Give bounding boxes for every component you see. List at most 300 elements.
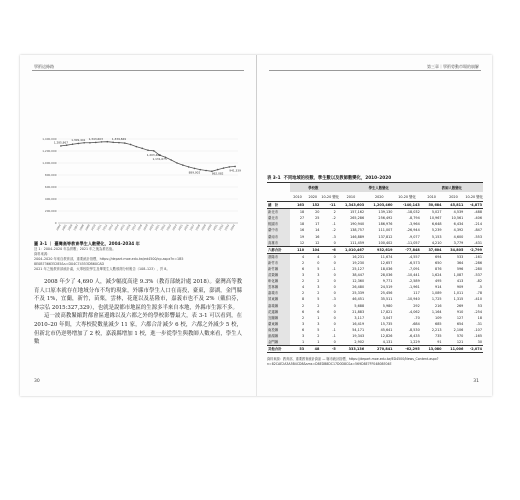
header-rule — [269, 70, 481, 71]
data-point — [118, 142, 120, 144]
table-cell: 4 — [290, 253, 305, 260]
table-cell: 0 — [333, 279, 336, 284]
table-cell: 12,657 — [380, 260, 393, 265]
table-cell: -11,057 — [406, 240, 420, 245]
region-name-cell: 高雄市 — [267, 240, 290, 247]
data-point — [112, 142, 114, 144]
table-cell: 5,027 — [421, 209, 443, 216]
table-cell: 45,641 — [380, 327, 393, 332]
table-cell: 914 — [435, 285, 442, 290]
table-cell: 570 — [456, 334, 464, 339]
table-cell: 18 — [299, 222, 305, 227]
table-cell: 16 — [299, 228, 305, 233]
table-cell: -7,091 — [408, 266, 420, 271]
table-cell: 15,735 — [380, 321, 393, 326]
student-count-line-chart — [32, 133, 244, 239]
table-row — [267, 339, 483, 346]
x-tick-label: 2025 — [177, 224, 184, 232]
data-point — [101, 141, 103, 143]
table-cell: -161 — [464, 253, 483, 260]
y-tick-label: 200,000 — [44, 209, 57, 213]
x-tick-label: 2027 — [189, 224, 196, 232]
table-cell: 1,725 — [431, 297, 442, 302]
table-cell: 265,286 — [350, 216, 365, 221]
y-tick-label: 400,000 — [44, 197, 57, 201]
table-cell: -70 — [414, 315, 420, 320]
table-cell: 694 — [421, 253, 443, 260]
data-point — [95, 142, 97, 144]
table-row — [267, 253, 483, 260]
x-tick-label: 2004 — [55, 224, 62, 232]
x-tick-label: 2017 — [131, 224, 138, 232]
table-cell: 18 — [290, 209, 305, 216]
table-cell: 0 — [333, 240, 336, 245]
figure-caption: 圖 3-1 ｜ 臺灣高等教育學生人數變化，2004–2034 年 — [34, 241, 140, 246]
region-name-cell: 臺東縣 — [267, 321, 290, 327]
data-label: 1,309,441 — [71, 137, 86, 142]
x-tick-label: 2019 — [142, 224, 149, 232]
column-header: 2020 — [305, 192, 320, 202]
table-cell: 1,624 — [431, 273, 442, 278]
table-cell: -6,573 — [408, 260, 420, 265]
page-number-left: 30 — [34, 379, 40, 384]
x-tick-label: 2015 — [119, 224, 126, 232]
body-text — [34, 278, 242, 347]
table-cell: 3 — [317, 273, 320, 278]
table-cell: 269 — [456, 303, 464, 308]
table-cell: 21,883 — [352, 309, 365, 314]
table-cell: 2 — [301, 291, 305, 296]
x-tick-label: 2018 — [137, 224, 144, 232]
table-cell: 6,648 — [431, 222, 442, 227]
table-cell: 3 — [317, 285, 320, 290]
table-cell: 1,164 — [431, 309, 442, 314]
table-cell: 25,339 — [352, 291, 365, 296]
x-tick-label: 2020 — [148, 224, 155, 232]
region-name-cell: 屏東縣 — [267, 296, 290, 302]
table-cell: 6 — [301, 309, 305, 314]
table-cell: 19,230 — [352, 260, 365, 265]
table-cell: -1,961 — [408, 285, 420, 290]
table-cell: 104 — [305, 246, 320, 253]
table-cell: 48 — [305, 346, 320, 353]
x-tick-label: 2006 — [67, 224, 74, 232]
table-cell: -31 — [476, 321, 482, 326]
x-tick-label: 2008 — [79, 224, 85, 232]
x-tick-label: 2033 — [224, 224, 231, 232]
region-name-cell: 澎湖縣 — [267, 333, 290, 339]
table-cell: -4,557 — [393, 253, 420, 260]
table-cell: 1,087 — [453, 273, 464, 278]
table-cell: -3,964 — [408, 222, 420, 227]
table-cell: 37,604 — [421, 246, 443, 253]
book-spread — [20, 55, 492, 396]
table-cell: 0 — [333, 303, 336, 308]
region-name-cell: 總 計 — [268, 203, 279, 208]
x-tick-label: 2031 — [212, 224, 219, 232]
table-cell: 650 — [435, 260, 442, 265]
table-cell: 25,456 — [380, 291, 393, 296]
table-cell: -410 — [474, 297, 482, 302]
table-cell: -78 — [476, 291, 482, 296]
data-point — [153, 150, 155, 152]
table-cell: -5 — [478, 285, 482, 290]
table-cell: 6 — [317, 309, 320, 314]
x-tick-label: 2012 — [102, 224, 109, 232]
table-cell: 138,757 — [350, 228, 365, 233]
table-cell: -11 — [329, 203, 336, 208]
region-name-cell: 其他合計 — [267, 346, 290, 353]
table-cell: 2,213 — [431, 327, 442, 332]
table-cell: -1 — [332, 334, 336, 339]
regional-stats-table — [267, 182, 483, 353]
table-cell: 0 — [320, 253, 336, 260]
region-name-cell: 臺南市 — [267, 233, 290, 239]
table-cell: 5,980 — [382, 303, 393, 308]
region-name-cell: 南投縣 — [267, 327, 290, 333]
table-cell: 6,434 — [453, 222, 464, 227]
table-cell: 19 — [299, 234, 305, 239]
table-cell: 1 — [301, 340, 305, 345]
table-cell: 2 — [317, 279, 320, 284]
table-cell: 28,036 — [380, 273, 393, 278]
table-cell: 4,600 — [453, 234, 464, 239]
x-tick-label: 2028 — [195, 224, 202, 232]
table-row — [267, 246, 483, 253]
table-cell: -280 — [474, 266, 482, 271]
table-cell: 18,036 — [380, 266, 393, 271]
table-cell: -2 — [332, 228, 336, 233]
column-header: 2020 — [443, 192, 465, 202]
table-cell: -847 — [474, 228, 482, 233]
table-cell: -5 — [320, 346, 336, 353]
table-cell: 109 — [435, 315, 442, 320]
region-name-cell: 嘉義縣 — [267, 303, 290, 309]
x-tick-label: 2022 — [160, 224, 167, 232]
table-row — [267, 346, 483, 353]
table-cell: 333,136 — [337, 346, 365, 353]
table-cell: 2 — [317, 303, 320, 308]
table-cell: 654 — [456, 321, 464, 326]
table-cell: 4 — [305, 253, 320, 260]
region-name-cell: 新竹市 — [267, 260, 290, 266]
table-cell: 1,203,460 — [373, 203, 393, 208]
y-tick-label: 1,000,000 — [42, 161, 57, 165]
table-cell: -214 — [474, 222, 482, 227]
table-cell: -77,848 — [393, 246, 420, 253]
table-cell: -140,143 — [402, 203, 420, 208]
y-tick-label: 0 — [54, 221, 57, 225]
table-cell: -82 — [476, 279, 482, 284]
y-tick-label: 1,200,000 — [42, 149, 57, 153]
table-cell: -4,873 — [469, 203, 482, 208]
x-tick-label: 2030 — [206, 224, 213, 232]
table-cell: -2,074 — [464, 346, 483, 353]
table-cell: 2 — [317, 291, 320, 296]
table-cell: 4,131 — [382, 340, 393, 345]
x-tick-label: 2011 — [96, 224, 103, 232]
table-cell: 16 — [315, 234, 320, 239]
table-cell: 25 — [315, 216, 320, 221]
x-tick-label: 2014 — [113, 224, 120, 232]
table-cell: -26,944 — [406, 228, 420, 233]
y-tick-label: 1,400,000 — [42, 137, 57, 141]
table-cell: -431 — [474, 240, 482, 245]
left-page — [20, 55, 256, 396]
table-cell: 4,539 — [443, 209, 465, 216]
table-cell: 1,089 — [431, 291, 442, 296]
table-cell: 91 — [437, 340, 442, 345]
data-label: 1,131,075 — [152, 157, 167, 162]
table-cell: 2 — [301, 303, 305, 308]
right-page — [257, 55, 493, 396]
table-cell: 3 — [301, 321, 305, 326]
table-cell: 163 — [297, 203, 305, 208]
table-cell: 4,392 — [453, 228, 464, 233]
x-tick-label: 2021 — [154, 224, 161, 232]
data-point — [194, 168, 196, 170]
table-cell: 111,007 — [378, 228, 393, 233]
table-row — [267, 209, 483, 216]
table-cell: 292 — [413, 303, 420, 308]
table-cell: 495 — [435, 279, 442, 284]
table-cell: 10,967 — [429, 216, 442, 221]
table-cell: 17 — [315, 222, 320, 227]
table-cell: 2 — [301, 260, 305, 265]
data-point — [223, 167, 225, 169]
data-point — [228, 166, 230, 168]
column-header: 2020 — [365, 192, 393, 202]
table-cell: 533 — [443, 253, 465, 260]
table-cell: 909 — [456, 285, 464, 290]
group-header: 學校數 — [290, 183, 337, 193]
table-cell: 111,459 — [350, 240, 365, 245]
region-name-cell: 臺中市 — [267, 227, 290, 233]
data-point — [176, 162, 178, 164]
table-cell: -8,794 — [408, 216, 420, 221]
table-cell: 110 — [290, 246, 305, 253]
x-tick-label: 2034 — [230, 224, 236, 232]
data-point — [234, 166, 236, 168]
table-cell: 18 — [477, 315, 482, 320]
table-cell: 12,826 — [380, 334, 393, 339]
table-cell: 8 — [301, 297, 305, 302]
table-cell: 25,127 — [352, 266, 365, 271]
table-number: 表 3-1 — [267, 176, 281, 181]
table-cell: 2 — [320, 209, 336, 216]
body-paragraph: 2008 年少了 4,690 人，減少幅度高達 9.3%（教育部統計處 2018）。臺灣高等教育人口原本就存在地域分布不均的現象，外縣市學生人口在南投，臺東，澎湖，金門縣不及 1%，宜蘭，新竹，苗栗，雲林，花蓮以及基隆市，嘉義市也不及 2%（戴伯芬，林宗弘 2015:327,329），也就是說都市地區的生源多半來自本地，外縣市生源不多。 — [34, 279, 242, 311]
table-cell: 117 — [413, 291, 420, 296]
table-cell: 1 — [317, 315, 320, 320]
table-cell: 10,561 — [451, 216, 464, 221]
table-cell: 45,811 — [450, 203, 464, 208]
table-cell: 5 — [317, 297, 320, 302]
region-name-cell: 宜蘭縣 — [267, 315, 290, 321]
table-cell: -254 — [474, 309, 482, 314]
table-cell: 0 — [333, 309, 336, 314]
table-cell: -8,530 — [408, 327, 420, 332]
data-point — [83, 142, 85, 144]
figure-note: 資料來源： — [34, 252, 51, 256]
region-name-cell: 六都合計 — [267, 246, 290, 253]
table-cell: 54,171 — [352, 327, 365, 332]
column-header: 2010 — [421, 192, 443, 202]
table-cell: 735 — [435, 334, 442, 339]
y-tick-label: 800,000 — [44, 173, 57, 177]
table-sub-header-row — [267, 192, 483, 202]
group-header: 教師人數變化 — [421, 183, 483, 193]
table-cell: 11,006 — [443, 346, 465, 353]
table-cell: 216 — [435, 303, 442, 308]
data-label: 1,203,460 — [146, 152, 161, 157]
table-cell: 3 — [317, 321, 320, 326]
table-cell: -553 — [474, 234, 482, 239]
table-cell: 26,480 — [352, 285, 365, 290]
table-cell: 0 — [333, 291, 336, 296]
x-tick-label: 2005 — [61, 224, 68, 232]
table-cell: 16,419 — [352, 321, 365, 326]
header-rule — [32, 70, 244, 71]
column-header: 10-20 變化 — [393, 192, 420, 202]
running-head-right: 第三章｜學術勞動市場的崩解 — [427, 64, 479, 69]
table-cell: 413 — [456, 279, 464, 284]
data-label: 941,339 — [229, 168, 241, 173]
data-point — [136, 146, 138, 148]
table-cell: 46,451 — [352, 297, 365, 302]
data-point — [72, 143, 74, 145]
table-cell: 50,684 — [428, 203, 442, 208]
table-cell: 12 — [299, 240, 305, 245]
table-cell: 0 — [333, 273, 336, 278]
table-body — [267, 202, 483, 353]
table-cell: 53 — [290, 346, 305, 353]
table-cell: 1,010,467 — [337, 246, 365, 253]
data-label: 889,002 — [188, 170, 201, 175]
table-cell: -9,077 — [408, 234, 420, 239]
table-cell: -2,589 — [408, 279, 420, 284]
data-point — [205, 170, 207, 172]
table-row — [267, 240, 483, 247]
table-cell: 34,805 — [443, 246, 465, 253]
table-cell: -1 — [332, 327, 336, 332]
table-cell: 35,511 — [380, 297, 393, 302]
data-point — [147, 149, 149, 151]
y-tick-label: 600,000 — [44, 185, 57, 189]
table-cell: 3 — [301, 273, 305, 278]
table-cell: 910 — [456, 309, 464, 314]
data-point — [124, 142, 126, 144]
table-cell: 596 — [456, 266, 464, 271]
data-point — [170, 159, 172, 161]
region-name-cell: 苗栗縣 — [267, 272, 290, 278]
table-cell: 1,343,603 — [345, 203, 365, 208]
x-tick-label: 2023 — [166, 224, 173, 232]
column-header: 2010 — [337, 192, 365, 202]
table-cell: -6,435 — [408, 334, 420, 339]
figure-note: 註 1：2004–2020 年為實數；2021 年之後為推估值。 — [34, 247, 116, 251]
table-cell: 5,239 — [431, 228, 442, 233]
table-cell: 3,779 — [453, 240, 464, 245]
table-cell: 932,619 — [365, 246, 393, 253]
table-cell: 157,162 — [337, 209, 365, 216]
group-header: 學生人數變化 — [337, 183, 421, 193]
table-cell: 127 — [456, 315, 464, 320]
table-cell: 53 — [477, 303, 482, 308]
table-cell: -684 — [412, 321, 420, 326]
data-point — [107, 141, 109, 143]
table-cell: 5 — [317, 327, 320, 332]
table-cell: 3,117 — [354, 315, 365, 320]
table-cell: 30 — [477, 340, 482, 345]
running-head-left: 學術這條路 — [34, 64, 54, 69]
table-cell: -165 — [474, 334, 482, 339]
data-point — [141, 148, 143, 150]
x-tick-label: 2007 — [73, 224, 80, 232]
table-cell: 139,130 — [365, 209, 393, 216]
table-cell: -18,032 — [393, 209, 420, 216]
data-point — [89, 142, 91, 144]
region-name-cell: 花蓮縣 — [267, 309, 290, 315]
table-cell: 2,106 — [453, 327, 464, 332]
table-cell: 4 — [301, 285, 305, 290]
table-cell: 2 — [301, 315, 305, 320]
table-source: 資料來源：教育部，重要教育統計資訊 — 縣市統計指標，https://depart.moe.edu.tw/ED4500/News_Content.aspx?n=82CAE2A3A5B4CD8&sms=D8EDB8DC17D0D8C&s=569D8E7FF04808E04E — [267, 357, 439, 366]
data-point — [66, 144, 68, 146]
figure-note: 8E0B736635285&s=D04C74553DB60CAD — [34, 262, 105, 266]
x-tick-label: 2010 — [90, 224, 97, 232]
data-point — [60, 145, 62, 147]
region-name-cell: 彰化縣 — [267, 278, 290, 284]
table-cell: 12,360 — [352, 279, 365, 284]
table-cell: 4,210 — [431, 240, 442, 245]
table-cell: 3 — [301, 334, 305, 339]
region-name-cell: 雲林縣 — [267, 284, 290, 290]
table-cell: 364 — [456, 260, 464, 265]
data-point — [78, 143, 80, 145]
x-tick-label: 2024 — [171, 224, 178, 232]
table-cell: 1,011 — [453, 291, 464, 296]
table-cell: 2 — [317, 334, 320, 339]
table-cell: 2 — [301, 279, 305, 284]
region-name-cell: 桃園市 — [267, 221, 290, 227]
region-name-cell: 金門縣 — [267, 339, 290, 346]
table-cell: 0 — [333, 285, 336, 290]
table-cell: -2,799 — [464, 246, 483, 253]
table-cell: 5 — [317, 266, 320, 271]
table-cell: -1 — [332, 222, 336, 227]
table-cell: 5,153 — [431, 234, 442, 239]
table-cell: -4,062 — [408, 309, 420, 314]
table-cell: 17,821 — [380, 309, 393, 314]
region-name-cell: 嘉義市 — [267, 290, 290, 296]
data-point — [182, 164, 184, 166]
table-cell: 6 — [301, 327, 305, 332]
table-cell: -10,441 — [406, 273, 420, 278]
table-cell: -3 — [332, 297, 336, 302]
table-cell: 190,940 — [350, 222, 365, 227]
table-cell: 121 — [456, 340, 464, 345]
table-cell: -406 — [474, 216, 482, 221]
table-cell: 1 — [317, 340, 320, 345]
table-cell: 5,688 — [354, 303, 365, 308]
table-cell: -6 — [320, 246, 336, 253]
data-point — [130, 144, 132, 146]
table-cell: 20 — [305, 209, 320, 216]
table-cell: -3 — [332, 234, 336, 239]
table-cell: 256,492 — [378, 216, 393, 221]
x-tick-label: 2029 — [201, 224, 207, 232]
table-cell: 9,771 — [382, 279, 393, 284]
